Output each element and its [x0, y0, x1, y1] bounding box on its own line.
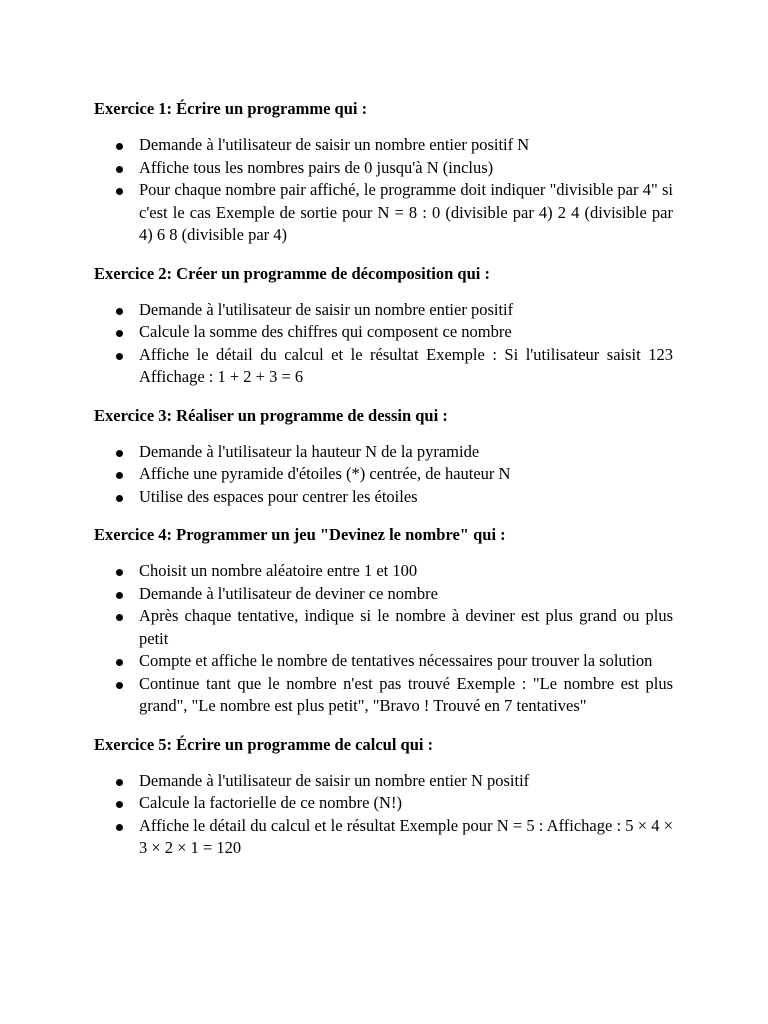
bullet-icon	[116, 659, 123, 666]
bullet-icon	[116, 592, 123, 599]
list-item-text: Affiche tous les nombres pairs de 0 jusqu'à N (inclus)	[139, 157, 494, 177]
list-item-text: Pour chaque nombre pair affiché, le programme doit indiquer "divisible par 4" si c'est le cas Exemple de sortie pour N = 8 : 0 (divisible par 4) 2 4 (divisible par 4) 6 8 (divisible par 4)	[139, 180, 673, 244]
list-item	[94, 157, 673, 180]
bullet-icon	[116, 824, 123, 831]
bullet-icon	[116, 614, 123, 621]
list-item	[94, 463, 673, 486]
list-item-text: Calcule la somme des chiffres qui composent ce nombre	[139, 322, 512, 341]
list-item-text: Affiche le détail du calcul et le résultat Exemple : Si l'utilisateur saisit 123 Affichage : 1 + 2 + 3 = 6	[139, 344, 673, 386]
bullet-icon	[116, 166, 123, 173]
bullet-icon	[116, 801, 123, 808]
list-item-text: Après chaque tentative, indique si le nombre à deviner est plus grand ou plus petit	[139, 606, 673, 648]
bullet-icon	[116, 450, 123, 457]
list-item-text: Demande à l'utilisateur la hauteur N de la pyramide	[139, 441, 480, 461]
list-item	[94, 179, 673, 247]
list-item-text: Affiche le détail du calcul et le résultat Exemple pour N = 5 : Affichage : 5 × 4 × 3 × 2 × 1 = 120	[139, 815, 673, 857]
list-item	[94, 134, 673, 157]
exercise-4	[94, 524, 673, 718]
list-item	[94, 770, 673, 793]
exercise-list	[94, 560, 673, 718]
list-item-text: Demande à l'utilisateur de deviner ce nombre	[139, 583, 438, 603]
list-item	[94, 792, 673, 815]
exercise-list	[94, 770, 673, 860]
list-item	[94, 605, 673, 650]
exercise-list	[94, 299, 673, 389]
exercise-list	[94, 134, 673, 247]
bullet-icon	[116, 308, 123, 315]
bullet-icon	[116, 569, 123, 576]
list-item	[94, 299, 673, 322]
bullet-icon	[116, 682, 123, 689]
exercise-title: Exercice 5: Écrire un programme de calcul qui :	[94, 734, 434, 754]
list-item-text: Utilise des espaces pour centrer les étoiles	[139, 486, 418, 506]
list-item-text: Demande à l'utilisateur de saisir un nombre entier positif N	[139, 135, 530, 154]
exercise-3	[94, 405, 673, 509]
exercise-title: Exercice 3: Réaliser un programme de dessin qui :	[94, 405, 448, 425]
bullet-icon	[116, 353, 123, 360]
list-item	[94, 486, 673, 509]
list-item	[94, 560, 673, 583]
list-item-text: Demande à l'utilisateur de saisir un nombre entier positif	[139, 299, 514, 319]
list-item	[94, 583, 673, 606]
exercise-title: Exercice 4: Programmer un jeu "Devinez le nombre" qui :	[94, 525, 506, 544]
list-item-text: Affiche une pyramide d'étoiles (*) centrée, de hauteur N	[139, 464, 511, 483]
list-item	[94, 344, 673, 389]
bullet-icon	[116, 495, 123, 502]
list-item-text: Demande à l'utilisateur de saisir un nombre entier N positif	[139, 770, 530, 790]
exercise-list	[94, 441, 673, 509]
bullet-icon	[116, 188, 123, 195]
bullet-icon	[116, 472, 123, 479]
list-item	[94, 321, 673, 344]
list-item-text: Choisit un nombre aléatoire entre 1 et 100	[139, 561, 418, 580]
list-item	[94, 673, 673, 718]
list-item	[94, 815, 673, 860]
exercise-title: Exercice 2: Créer un programme de décomposition qui :	[94, 263, 490, 283]
bullet-icon	[116, 779, 123, 786]
exercise-5	[94, 734, 673, 860]
list-item-text: Calcule la factorielle de ce nombre (N!)	[139, 793, 402, 812]
list-item-text: Continue tant que le nombre n'est pas trouvé Exemple : "Le nombre est plus grand", "Le nombre est plus petit", "Bravo ! Trouvé en 7 tentatives"	[139, 673, 673, 715]
bullet-icon	[116, 143, 123, 150]
exercise-2	[94, 263, 673, 389]
list-item	[94, 650, 673, 673]
list-item-text: Compte et affiche le nombre de tentatives nécessaires pour trouver la solution	[139, 651, 653, 670]
bullet-icon	[116, 330, 123, 337]
exercise-1	[94, 98, 673, 247]
list-item	[94, 441, 673, 464]
exercise-title: Exercice 1: Écrire un programme qui :	[94, 99, 368, 118]
